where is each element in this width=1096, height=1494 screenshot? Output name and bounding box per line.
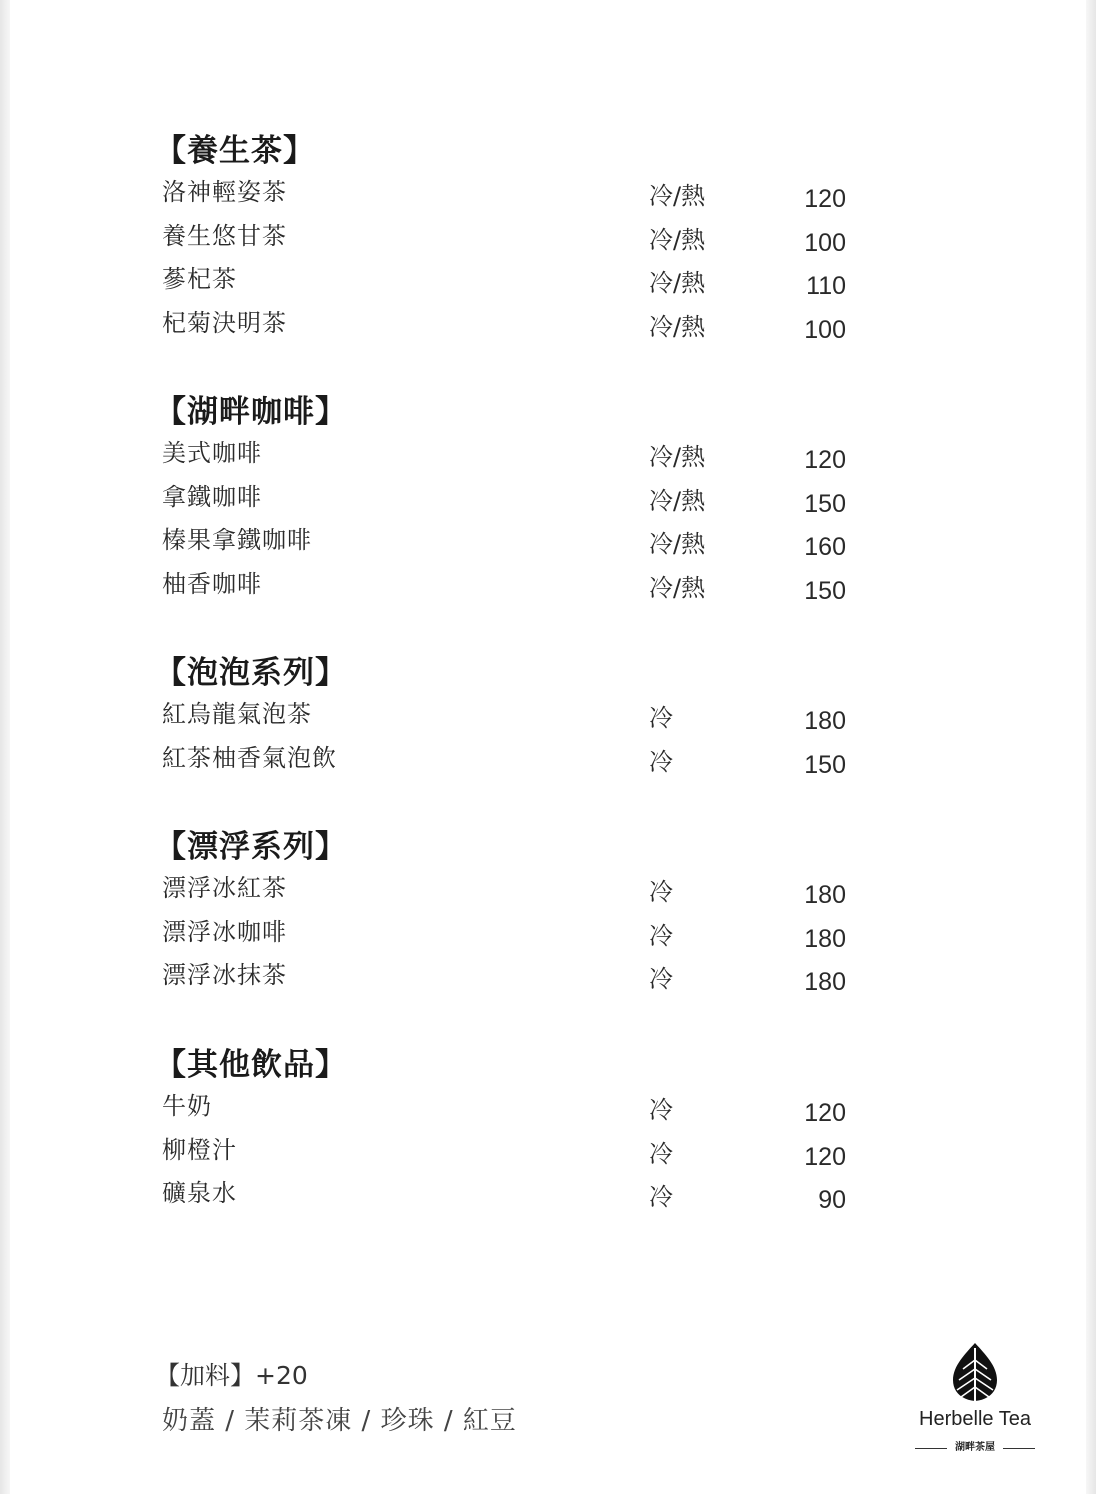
section-title: 【湖畔咖啡】 — [155, 394, 347, 430]
item-temperature: 冷/熱 — [649, 573, 706, 602]
menu-item — [155, 1088, 855, 1132]
menu-section-lakeside-coffee — [155, 389, 855, 609]
brand-logo — [905, 1340, 1045, 1460]
addon-title: 【加料】+20 — [155, 1361, 308, 1390]
section-title: 【漂浮系列】 — [155, 829, 347, 865]
item-temperature: 冷/熱 — [649, 182, 706, 210]
item-temperature: 冷 — [649, 965, 673, 994]
item-temperature: 冷 — [649, 878, 673, 906]
item-temperature: 冷/熱 — [649, 312, 706, 341]
item-price: 90 — [818, 1186, 846, 1215]
menu-item — [155, 174, 855, 218]
item-name: 紅茶柚香氣泡飲 — [162, 743, 337, 772]
section-title: 【其他飲品】 — [155, 1047, 347, 1083]
item-price: 180 — [804, 707, 846, 735]
item-name: 美式咖啡 — [162, 439, 262, 467]
item-temperature: 冷/熱 — [649, 530, 706, 559]
item-name: 榛果拿鐵咖啡 — [162, 526, 312, 555]
item-temperature: 冷 — [649, 1139, 673, 1168]
menu-section-float — [155, 824, 855, 1001]
item-price: 150 — [804, 576, 846, 605]
item-price: 180 — [804, 924, 846, 953]
brand-subtitle: 湖畔茶屋 — [955, 1442, 995, 1453]
item-price: 150 — [804, 750, 846, 779]
item-price: 110 — [806, 272, 846, 301]
item-name: 養生悠甘茶 — [162, 221, 287, 250]
page-edge-left — [0, 0, 10, 1494]
item-price: 120 — [804, 1142, 846, 1171]
item-name: 洛神輕姿茶 — [162, 178, 287, 206]
item-price: 180 — [804, 968, 846, 997]
item-name: 牛奶 — [162, 1092, 212, 1120]
menu-section-other-drinks — [155, 1042, 855, 1219]
menu-item — [155, 566, 855, 610]
item-price: 150 — [804, 489, 846, 518]
item-price: 100 — [804, 228, 846, 257]
page-edge-right — [1086, 0, 1096, 1494]
menu-item — [155, 305, 855, 349]
item-price: 120 — [804, 446, 846, 474]
item-temperature: 冷/熱 — [649, 486, 706, 515]
item-name: 拿鐵咖啡 — [162, 482, 262, 511]
menu-item — [155, 696, 855, 740]
item-price: 120 — [804, 185, 846, 213]
menu-item — [155, 870, 855, 914]
menu-item — [155, 957, 855, 1001]
divider — [1003, 1448, 1035, 1449]
item-temperature: 冷 — [649, 1096, 673, 1124]
section-title: 【泡泡系列】 — [155, 655, 347, 691]
item-price: 120 — [804, 1099, 846, 1127]
menu-item — [155, 740, 855, 784]
menu-item — [155, 479, 855, 523]
item-name: 漂浮冰紅茶 — [162, 874, 287, 902]
item-price: 100 — [804, 315, 846, 344]
item-temperature: 冷 — [649, 921, 673, 950]
item-temperature: 冷 — [649, 1183, 673, 1212]
item-name: 漂浮冰咖啡 — [162, 917, 287, 946]
item-name: 柚香咖啡 — [162, 569, 262, 598]
menu-item — [155, 218, 855, 262]
item-temperature: 冷/熱 — [649, 225, 706, 254]
item-name: 杞菊決明茶 — [162, 308, 287, 337]
item-price: 160 — [804, 533, 846, 562]
brand-subtitle-row — [915, 1440, 1035, 1456]
item-temperature: 冷/熱 — [649, 269, 706, 298]
menu-item — [155, 914, 855, 958]
addon-list: 奶蓋 / 茉莉茶凍 / 珍珠 / 紅豆 — [162, 1406, 517, 1436]
item-name: 礦泉水 — [162, 1179, 237, 1208]
item-name: 蔘杞茶 — [162, 265, 237, 294]
menu-item — [155, 1175, 855, 1219]
item-temperature: 冷/熱 — [649, 443, 706, 471]
menu-item — [155, 522, 855, 566]
divider — [915, 1448, 947, 1449]
item-temperature: 冷 — [649, 704, 673, 732]
item-name: 柳橙汁 — [162, 1135, 237, 1164]
menu-item — [155, 1132, 855, 1176]
menu-item — [155, 261, 855, 305]
menu-section-sparkling — [155, 650, 855, 783]
item-price: 180 — [804, 881, 846, 909]
item-temperature: 冷 — [649, 747, 673, 776]
brand-name: Herbelle Tea — [919, 1408, 1031, 1430]
menu-item — [155, 435, 855, 479]
leaf-icon — [951, 1342, 999, 1404]
item-name: 漂浮冰抹茶 — [162, 961, 287, 990]
menu-section-health-tea — [155, 128, 855, 348]
item-name: 紅烏龍氣泡茶 — [162, 700, 312, 728]
section-title: 【養生茶】 — [155, 133, 315, 169]
